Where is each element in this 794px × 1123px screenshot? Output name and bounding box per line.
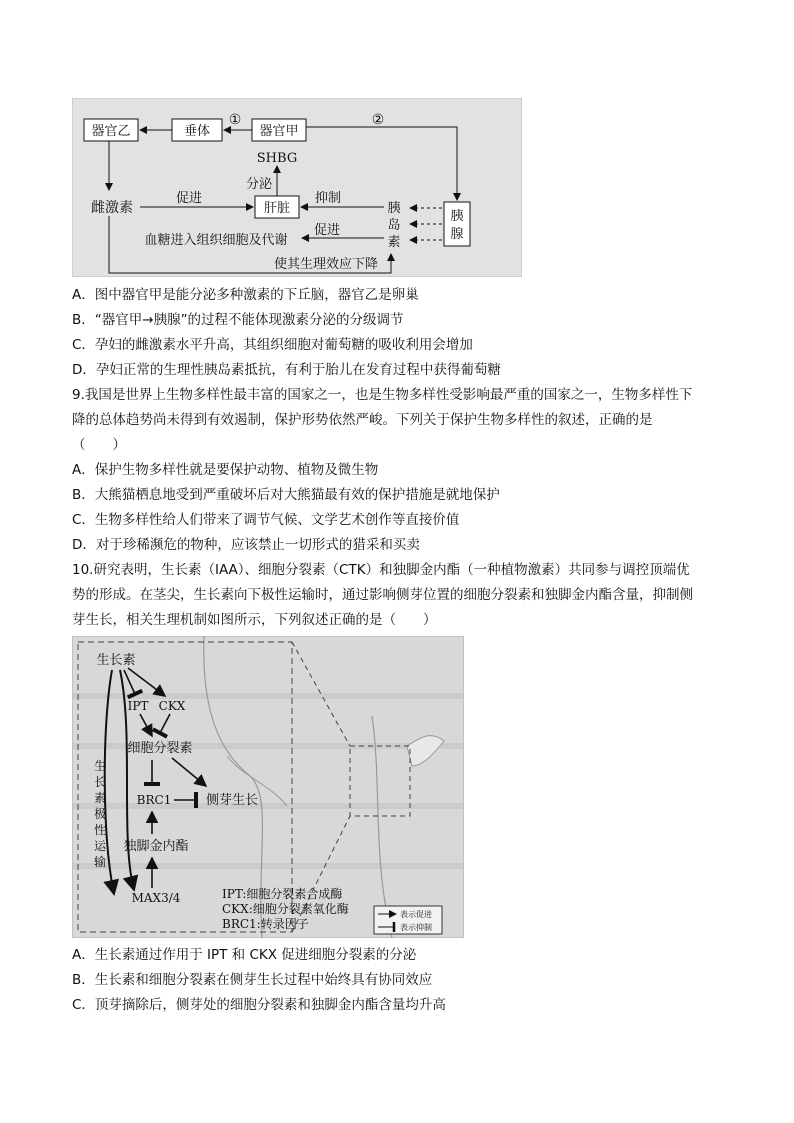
- q10-option-a: A．生长素通过作用于 IPT 和 CKX 促进细胞分裂素的分泌: [72, 947, 417, 963]
- insulin-char-3: 素: [387, 235, 401, 250]
- inhibit-label: 抑制: [314, 191, 342, 206]
- ckx-label: CKX: [158, 699, 186, 713]
- q8-option-b: B．“器官甲→胰腺”的过程不能体现激素分泌的分级调节: [72, 312, 404, 328]
- promote-label-1: 促进: [175, 191, 203, 206]
- brc1-label: BRC1: [136, 793, 172, 807]
- legend-inhibit-label: 表示抑制: [400, 923, 432, 932]
- transport-char-3: 素: [93, 791, 107, 805]
- transport-char-1: 生: [93, 759, 107, 773]
- promote-label-2: 促进: [313, 223, 341, 238]
- q8-option-a: A．图中器官甲是能分泌多种激素的下丘脑，器官乙是卵巢: [72, 287, 419, 303]
- q9-option-b: B．大熊猫栖息地受到严重破坏后对大熊猫最有效的保护措施是就地保护: [72, 487, 500, 503]
- estrogen-label: 雌激素: [91, 200, 133, 216]
- q10-stem-line-2: 势的形成。在茎尖，生长素向下极性运输时，通过影响侧芽位置的细胞分裂素和独脚金内酯含量，抑制侧: [72, 587, 693, 603]
- pituitary-label: 垂体: [183, 124, 211, 139]
- pancreas-char-2: 腺: [450, 227, 464, 242]
- q10-option-c: C．顶芽摘除后，侧芽处的细胞分裂素和独脚金内酯含量均升高: [72, 997, 446, 1013]
- strigolactone-label: 独脚金内酯: [123, 839, 189, 854]
- transport-char-4: 极: [93, 807, 107, 821]
- reduce-label: 使其生理效应下降: [273, 257, 379, 272]
- pancreas-char-1: 胰: [450, 209, 464, 224]
- secrete-label: 分泌: [245, 177, 273, 192]
- q10-stem-line-1: 10.研究表明，生长素（IAA）、细胞分裂素（CTK）和独脚金内酯（一种植物激素）共同参与调控顶端优: [72, 562, 690, 578]
- q9-option-a: A．保护生物多样性就是要保护动物、植物及微生物: [72, 462, 379, 478]
- hormone-regulation-diagram: [72, 98, 522, 277]
- transport-char-5: 性: [93, 823, 107, 837]
- transport-char-2: 长: [93, 775, 107, 789]
- q9-option-c: C．生物多样性给人们带来了调节气候、文学艺术创作等直接价值: [72, 512, 460, 528]
- auxin-label: 生长素: [96, 653, 136, 668]
- shbg-label: SHBG: [256, 151, 298, 166]
- note-ckx: CKX:细胞分裂素氧化酶: [222, 902, 349, 916]
- apical-dominance-figure: [72, 636, 464, 938]
- max-label: MAX3/4: [131, 891, 181, 905]
- circle-2-label: ②: [371, 112, 385, 128]
- apical-dominance-diagram: [72, 636, 464, 938]
- q9-option-d: D．对于珍稀濒危的物种，应该禁止一切形式的猎采和买卖: [72, 537, 420, 553]
- q9-stem-line-1: 9.我国是世界上生物多样性最丰富的国家之一，也是生物多样性受影响最严重的国家之一，生物多样性下: [72, 387, 693, 403]
- q9-stem-line-3: （ ）: [72, 437, 126, 453]
- q10-stem-line-3: 芽生长，相关生理机制如图所示，下列叙述正确的是（ ）: [72, 612, 437, 628]
- organ-b-label: 器官乙: [91, 124, 131, 139]
- transport-char-6: 运: [93, 839, 107, 853]
- organ-a-label: 器官甲: [259, 124, 299, 139]
- transport-char-7: 输: [93, 855, 107, 869]
- legend-promote-label: 表示促进: [400, 910, 432, 919]
- q8-option-c: C．孕妇的雌激素水平升高，其组织细胞对葡萄糖的吸收利用会增加: [72, 337, 473, 353]
- note-brc1: BRC1:转录因子: [222, 917, 309, 931]
- hormone-regulation-figure: [72, 98, 522, 277]
- insulin-char-1: 胰: [387, 201, 401, 216]
- q9-stem-line-2: 降的总体趋势尚未得到有效遏制，保护形势依然严峻。下列关于保护生物多样性的叙述，正确的是: [72, 412, 653, 428]
- note-ipt: IPT:细胞分裂素合成酶: [222, 887, 343, 901]
- ipt-label: IPT: [127, 699, 149, 713]
- glucose-label: 血糖进入组织细胞及代谢: [144, 233, 288, 248]
- q10-option-b: B．生长素和细胞分裂素在侧芽生长过程中始终具有协同效应: [72, 972, 433, 988]
- lateral-bud-growth-label: 侧芽生长: [205, 793, 259, 808]
- circle-1-label: ①: [228, 112, 242, 128]
- q8-option-d: D．孕妇正常的生理性胰岛素抵抗，有利于胎儿在发育过程中获得葡萄糖: [72, 362, 501, 378]
- cytokinin-label: 细胞分裂素: [127, 741, 193, 756]
- liver-label: 肝脏: [263, 201, 291, 216]
- insulin-char-2: 岛: [387, 218, 401, 233]
